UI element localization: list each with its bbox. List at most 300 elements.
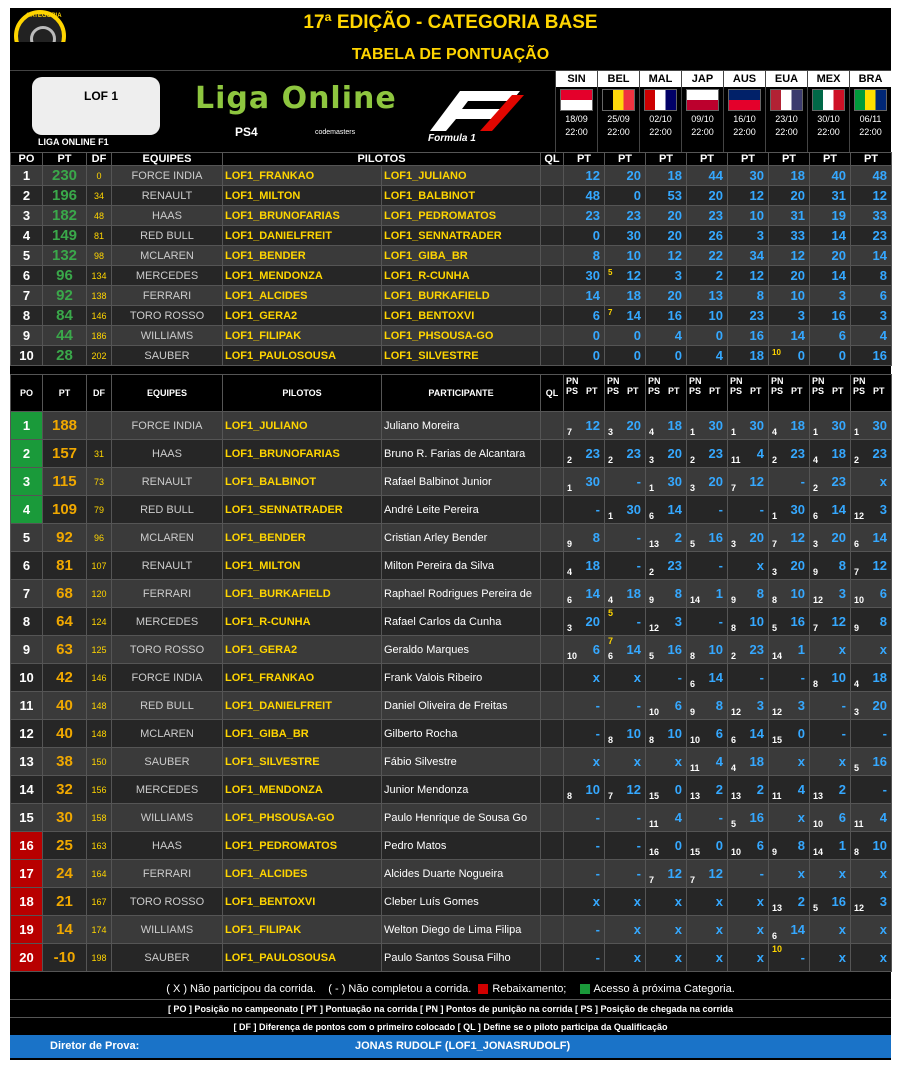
score-value: -: [636, 614, 641, 629]
score-value: -: [595, 922, 600, 937]
race-score-cell: [564, 664, 605, 692]
pilot-cell: LOF1_R-CUNHA: [223, 608, 382, 636]
race-score-cell: [810, 720, 851, 748]
race-score-cell: [646, 206, 687, 226]
finish-position: 6: [649, 511, 655, 521]
race-score-cell: [728, 286, 769, 306]
race-time: 22:00: [649, 127, 672, 137]
finish-position: 5: [731, 819, 737, 829]
finish-position: 1: [772, 511, 778, 521]
finish-position: 5: [854, 763, 860, 773]
points-cell: 115: [43, 468, 87, 496]
race-score-cell: [564, 266, 605, 286]
finish-position: 7: [649, 875, 655, 885]
race-time: 22:00: [733, 127, 756, 137]
col-race-pt: PT: [810, 153, 851, 166]
score-value: 34: [749, 248, 764, 263]
score-value: -: [595, 698, 600, 713]
score-value: 20: [872, 698, 887, 713]
points-cell: 81: [43, 552, 87, 580]
team-cell: FERRARI: [112, 286, 223, 306]
diff-cell: 48: [87, 206, 112, 226]
score-value: 26: [708, 228, 723, 243]
ql-cell: [541, 524, 564, 552]
score-value: x: [674, 950, 682, 965]
race-score-cell: [605, 346, 646, 366]
race-code: AUS: [724, 71, 765, 87]
col-df: DF: [87, 153, 112, 166]
race-score-cell: [646, 748, 687, 776]
score-value: x: [879, 866, 887, 881]
ps-label: PS: [853, 386, 866, 396]
score-value: 6: [879, 288, 887, 303]
pilot1-cell: LOF1_MENDONZA: [223, 266, 382, 286]
race-score-cell: [687, 944, 728, 972]
race-score-cell: [728, 412, 769, 440]
race-date: 16/10: [733, 114, 756, 124]
points-cell: 92: [43, 524, 87, 552]
race-score-cell: [646, 524, 687, 552]
pt-label: PT: [832, 386, 844, 396]
finish-position: 1: [649, 483, 655, 493]
race-score-cell: [687, 580, 728, 608]
race-score-cell: [605, 226, 646, 246]
race-score-cell: [564, 860, 605, 888]
race-score-cell: [564, 206, 605, 226]
score-value: 20: [667, 228, 682, 243]
score-value: 4: [879, 810, 887, 825]
col-ql: QL: [541, 375, 564, 412]
score-value: 14: [831, 502, 846, 517]
finish-position: 7: [690, 875, 696, 885]
table-row: [11, 186, 892, 206]
score-value: 30: [626, 502, 641, 517]
score-value: 12: [872, 188, 887, 203]
score-value: 48: [585, 188, 600, 203]
score-value: x: [797, 754, 805, 769]
race-score-cell: [564, 496, 605, 524]
finish-position: 2: [690, 455, 696, 465]
pn-label: PN: [689, 376, 702, 386]
points-cell: 230: [43, 166, 87, 186]
race-score-cell: [810, 246, 851, 266]
race-score-cell: [564, 580, 605, 608]
col-race-pt: PT: [769, 153, 810, 166]
ql-cell: [541, 916, 564, 944]
finish-position: 3: [690, 483, 696, 493]
position-cell: 5: [11, 246, 43, 266]
race-score-cell: [687, 166, 728, 186]
diff-cell: 120: [87, 580, 112, 608]
race-score-cell: [687, 286, 728, 306]
race-score-cell: [810, 468, 851, 496]
participant-cell: Rafael Carlos da Cunha: [382, 608, 541, 636]
score-value: x: [633, 950, 641, 965]
race-date: 18/09: [565, 114, 588, 124]
race-score-cell: [851, 832, 892, 860]
pt-label: PT: [627, 386, 639, 396]
score-value: 12: [872, 558, 887, 573]
score-value: 18: [749, 754, 764, 769]
ql-cell: [541, 412, 564, 440]
score-value: 13: [708, 288, 723, 303]
race-score-cell: [687, 266, 728, 286]
score-value: -: [636, 474, 641, 489]
score-value: 12: [667, 866, 682, 881]
race-score-cell: [851, 286, 892, 306]
race-score-cell: [646, 916, 687, 944]
score-value: 40: [831, 168, 846, 183]
score-value: 23: [790, 446, 805, 461]
ps-label: PS: [812, 386, 825, 396]
finish-position: 7: [608, 791, 614, 801]
race-score-cell: [564, 326, 605, 346]
race-score-cell: [769, 832, 810, 860]
race-score-cell: [687, 468, 728, 496]
aus-flag-icon: [728, 89, 761, 111]
score-value: 12: [585, 418, 600, 433]
race-score-cell: [769, 608, 810, 636]
ps-pt-label: [566, 386, 602, 396]
finish-position: 8: [772, 595, 778, 605]
codemasters-logo: codemasters: [315, 129, 356, 136]
points-cell: 40: [43, 720, 87, 748]
race-score-cell: [769, 226, 810, 246]
position-cell: 9: [11, 326, 43, 346]
race-date: 30/10: [817, 114, 840, 124]
position-cell: 6: [11, 552, 43, 580]
penalty-points: 7: [608, 308, 613, 317]
score-value: 33: [872, 208, 887, 223]
ql-cell: [541, 692, 564, 720]
race-score-cell: [851, 552, 892, 580]
finish-position: 11: [854, 819, 864, 829]
score-value: -: [636, 530, 641, 545]
race-score-cell: [646, 226, 687, 246]
table-row: [11, 166, 892, 186]
points-cell: 188: [43, 412, 87, 440]
score-value: 0: [797, 348, 805, 363]
ql-cell: [541, 226, 564, 246]
col-pt: PT: [43, 153, 87, 166]
team-cell: FORCE INDIA: [112, 412, 223, 440]
race-score-cell: [728, 246, 769, 266]
finish-position: 4: [649, 427, 655, 437]
race-date: 06/11: [859, 114, 882, 124]
ql-cell: [541, 944, 564, 972]
race-score-cell: [605, 496, 646, 524]
race-time: 22:00: [817, 127, 840, 137]
score-value: 2: [838, 782, 846, 797]
finish-position: 13: [772, 903, 783, 913]
score-value: 30: [749, 418, 764, 433]
pn-label: PN: [607, 376, 620, 386]
col-race-pt: PT: [687, 153, 728, 166]
race-score-cell: [728, 888, 769, 916]
race-score-cell: [605, 608, 646, 636]
points-cell: 28: [43, 346, 87, 366]
finish-position: 1: [690, 427, 696, 437]
score-value: 31: [831, 188, 846, 203]
score-value: 8: [756, 288, 764, 303]
score-value: 8: [879, 268, 887, 283]
race-score-cell: [687, 692, 728, 720]
race-score-cell: [646, 346, 687, 366]
points-cell: 25: [43, 832, 87, 860]
bra-flag-icon: [854, 89, 887, 111]
race-score-cell: [646, 440, 687, 468]
race-score-cell: [646, 888, 687, 916]
participant-cell: Frank Valois Ribeiro: [382, 664, 541, 692]
score-value: 14: [831, 228, 846, 243]
score-value: 8: [715, 698, 723, 713]
score-value: 23: [626, 446, 641, 461]
finish-position: 1: [608, 511, 614, 521]
team-cell: SAUBER: [112, 944, 223, 972]
finish-position: 10: [690, 735, 701, 745]
pilot-cell: LOF1_MENDONZA: [223, 776, 382, 804]
points-cell: 132: [43, 246, 87, 266]
col-po: PO: [11, 153, 43, 166]
diff-cell: 134: [87, 266, 112, 286]
score-value: 4: [797, 782, 805, 797]
race-score-cell: [851, 524, 892, 552]
race-score-cell: [646, 664, 687, 692]
team-cell: WILLIAMS: [112, 326, 223, 346]
score-value: x: [838, 950, 846, 965]
ps-pt-label: [689, 386, 725, 396]
finish-position: 2: [813, 483, 819, 493]
score-value: 3: [797, 698, 805, 713]
diff-cell: 163: [87, 832, 112, 860]
score-value: 18: [790, 168, 805, 183]
score-value: 20: [749, 530, 764, 545]
score-value: 8: [592, 530, 600, 545]
race-score-cell: [851, 860, 892, 888]
race-score-cell: [810, 226, 851, 246]
race-score-cell: [687, 206, 728, 226]
race-score-cell: [605, 266, 646, 286]
score-value: 53: [667, 188, 682, 203]
score-value: 4: [674, 328, 682, 343]
score-value: 0: [797, 726, 805, 741]
race-score-cell: [851, 440, 892, 468]
col-equipes: EQUIPES: [112, 375, 223, 412]
race-score-cell: [728, 266, 769, 286]
race-score-cell: [564, 226, 605, 246]
team-cell: RENAULT: [112, 186, 223, 206]
score-value: 30: [831, 418, 846, 433]
finish-position: 10: [649, 707, 660, 717]
race-score-cell: [564, 636, 605, 664]
race-score-cell: [605, 580, 646, 608]
race-eua: [765, 71, 807, 153]
race-score-cell: [810, 306, 851, 326]
race-score-cell: [605, 888, 646, 916]
position-cell: 20: [11, 944, 43, 972]
points-cell: 157: [43, 440, 87, 468]
eua-flag-icon: [770, 89, 803, 111]
score-value: 8: [592, 248, 600, 263]
score-value: 18: [667, 418, 682, 433]
position-cell: 4: [11, 226, 43, 246]
legend-line-2: [ PO ] Posição no campeonato [ PT ] Pontuação na corrida [ PN ] Pontos de punição na corrida [ PS ] Posição de chegada na corrida: [10, 999, 891, 1017]
score-value: 0: [674, 782, 682, 797]
score-value: 6: [674, 698, 682, 713]
col-race-pn-ps-pt: [646, 375, 687, 412]
pt-label: PT: [709, 386, 721, 396]
race-score-cell: [851, 804, 892, 832]
race-score-cell: [728, 580, 769, 608]
score-value: 6: [838, 810, 846, 825]
race-score-cell: [728, 440, 769, 468]
race-score-cell: [769, 412, 810, 440]
race-score-cell: [769, 916, 810, 944]
ql-cell: [541, 608, 564, 636]
team-cell: MCLAREN: [112, 720, 223, 748]
score-value: 3: [797, 308, 805, 323]
finish-position: 2: [854, 455, 860, 465]
table-row: [11, 776, 892, 804]
race-score-cell: [769, 692, 810, 720]
team-cell: MCLAREN: [112, 246, 223, 266]
penalty-points: 10: [772, 944, 783, 954]
position-cell: 8: [11, 306, 43, 326]
score-value: 16: [708, 530, 723, 545]
penalty-points: 5: [608, 268, 613, 277]
pn-label: PN: [771, 376, 784, 386]
race-score-cell: [769, 804, 810, 832]
race-score-cell: [851, 692, 892, 720]
col-race-pt: PT: [564, 153, 605, 166]
team-cell: HAAS: [112, 206, 223, 226]
score-value: 18: [626, 288, 641, 303]
race-score-cell: [687, 186, 728, 206]
race-code: SIN: [556, 71, 597, 87]
participant-cell: Bruno R. Farias de Alcantara: [382, 440, 541, 468]
score-value: x: [838, 642, 846, 657]
finish-position: 7: [813, 623, 819, 633]
liga-online-logo: Liga Online: [195, 81, 397, 116]
score-value: x: [756, 894, 764, 909]
finish-position: 5: [813, 903, 819, 913]
finish-position: 8: [567, 791, 573, 801]
diff-cell: 146: [87, 306, 112, 326]
finish-position: 1: [854, 427, 860, 437]
ql-cell: [541, 664, 564, 692]
table-row: [11, 226, 892, 246]
table-row: [11, 580, 892, 608]
pilot1-cell: LOF1_ALCIDES: [223, 286, 382, 306]
score-value: x: [838, 754, 846, 769]
table-row: [11, 326, 892, 346]
race-score-cell: [769, 776, 810, 804]
points-cell: 21: [43, 888, 87, 916]
participant-cell: Milton Pereira da Silva: [382, 552, 541, 580]
ql-cell: [541, 580, 564, 608]
score-value: 16: [872, 754, 887, 769]
race-score-cell: [769, 496, 810, 524]
pilot-cell: LOF1_BENDER: [223, 524, 382, 552]
pilot2-cell: LOF1_GIBA_BR: [382, 246, 541, 266]
lof-logo: LOF 1 LIGA ONLINE F1: [24, 75, 170, 149]
points-cell: 109: [43, 496, 87, 524]
score-value: 6: [838, 328, 846, 343]
race-score-cell: [605, 832, 646, 860]
race-score-cell: [728, 776, 769, 804]
pilot-cell: LOF1_PHSOUSA-GO: [223, 804, 382, 832]
pilot1-cell: LOF1_GERA2: [223, 306, 382, 326]
score-value: 2: [715, 268, 723, 283]
finish-position: 15: [690, 847, 701, 857]
score-value: x: [674, 894, 682, 909]
race-calendar: [555, 71, 891, 153]
page-subtitle: TABELA DE PONTUAÇÃO: [10, 42, 891, 68]
race-date: 02/10: [649, 114, 672, 124]
score-value: 18: [790, 418, 805, 433]
race-score-cell: [810, 412, 851, 440]
score-value: -: [636, 810, 641, 825]
score-value: 14: [790, 922, 805, 937]
score-value: 2: [797, 894, 805, 909]
penalty-points: 7: [608, 636, 614, 646]
score-value: 6: [592, 642, 600, 657]
race-score-cell: [646, 412, 687, 440]
race-score-cell: [851, 468, 892, 496]
race-score-cell: [646, 944, 687, 972]
col-race-pt: PT: [605, 153, 646, 166]
score-value: 20: [708, 474, 723, 489]
score-value: 16: [872, 348, 887, 363]
race-score-cell: [851, 266, 892, 286]
score-value: 10: [790, 586, 805, 601]
participant-cell: Welton Diego de Lima Filipa: [382, 916, 541, 944]
score-value: 0: [633, 348, 641, 363]
race-score-cell: [687, 608, 728, 636]
race-code: JAP: [682, 71, 723, 87]
finish-position: 12: [813, 595, 824, 605]
race-score-cell: [851, 888, 892, 916]
pilot-cell: LOF1_JULIANO: [223, 412, 382, 440]
race-score-cell: [851, 608, 892, 636]
mal-flag-icon: [644, 89, 677, 111]
finish-position: 13: [690, 791, 701, 801]
finish-position: 6: [813, 511, 819, 521]
f1-text: Formula 1: [428, 133, 476, 144]
score-value: 1: [715, 586, 723, 601]
race-code: EUA: [766, 71, 807, 87]
score-value: 30: [708, 418, 723, 433]
score-value: -: [595, 502, 600, 517]
pt-label: PT: [873, 386, 885, 396]
finish-position: 3: [772, 567, 778, 577]
race-bra: [849, 71, 891, 153]
score-value: 8: [838, 558, 846, 573]
participant-cell: Pedro Matos: [382, 832, 541, 860]
finish-position: 15: [649, 791, 660, 801]
finish-position: 3: [813, 539, 819, 549]
race-score-cell: [851, 636, 892, 664]
diff-cell: 98: [87, 246, 112, 266]
ql-cell: [541, 468, 564, 496]
score-value: 14: [831, 268, 846, 283]
score-value: -: [759, 866, 764, 881]
col-race-pt: PT: [728, 153, 769, 166]
race-code: MEX: [808, 71, 849, 87]
table-row: [11, 246, 892, 266]
finish-position: 9: [649, 595, 655, 605]
race-score-cell: [564, 552, 605, 580]
